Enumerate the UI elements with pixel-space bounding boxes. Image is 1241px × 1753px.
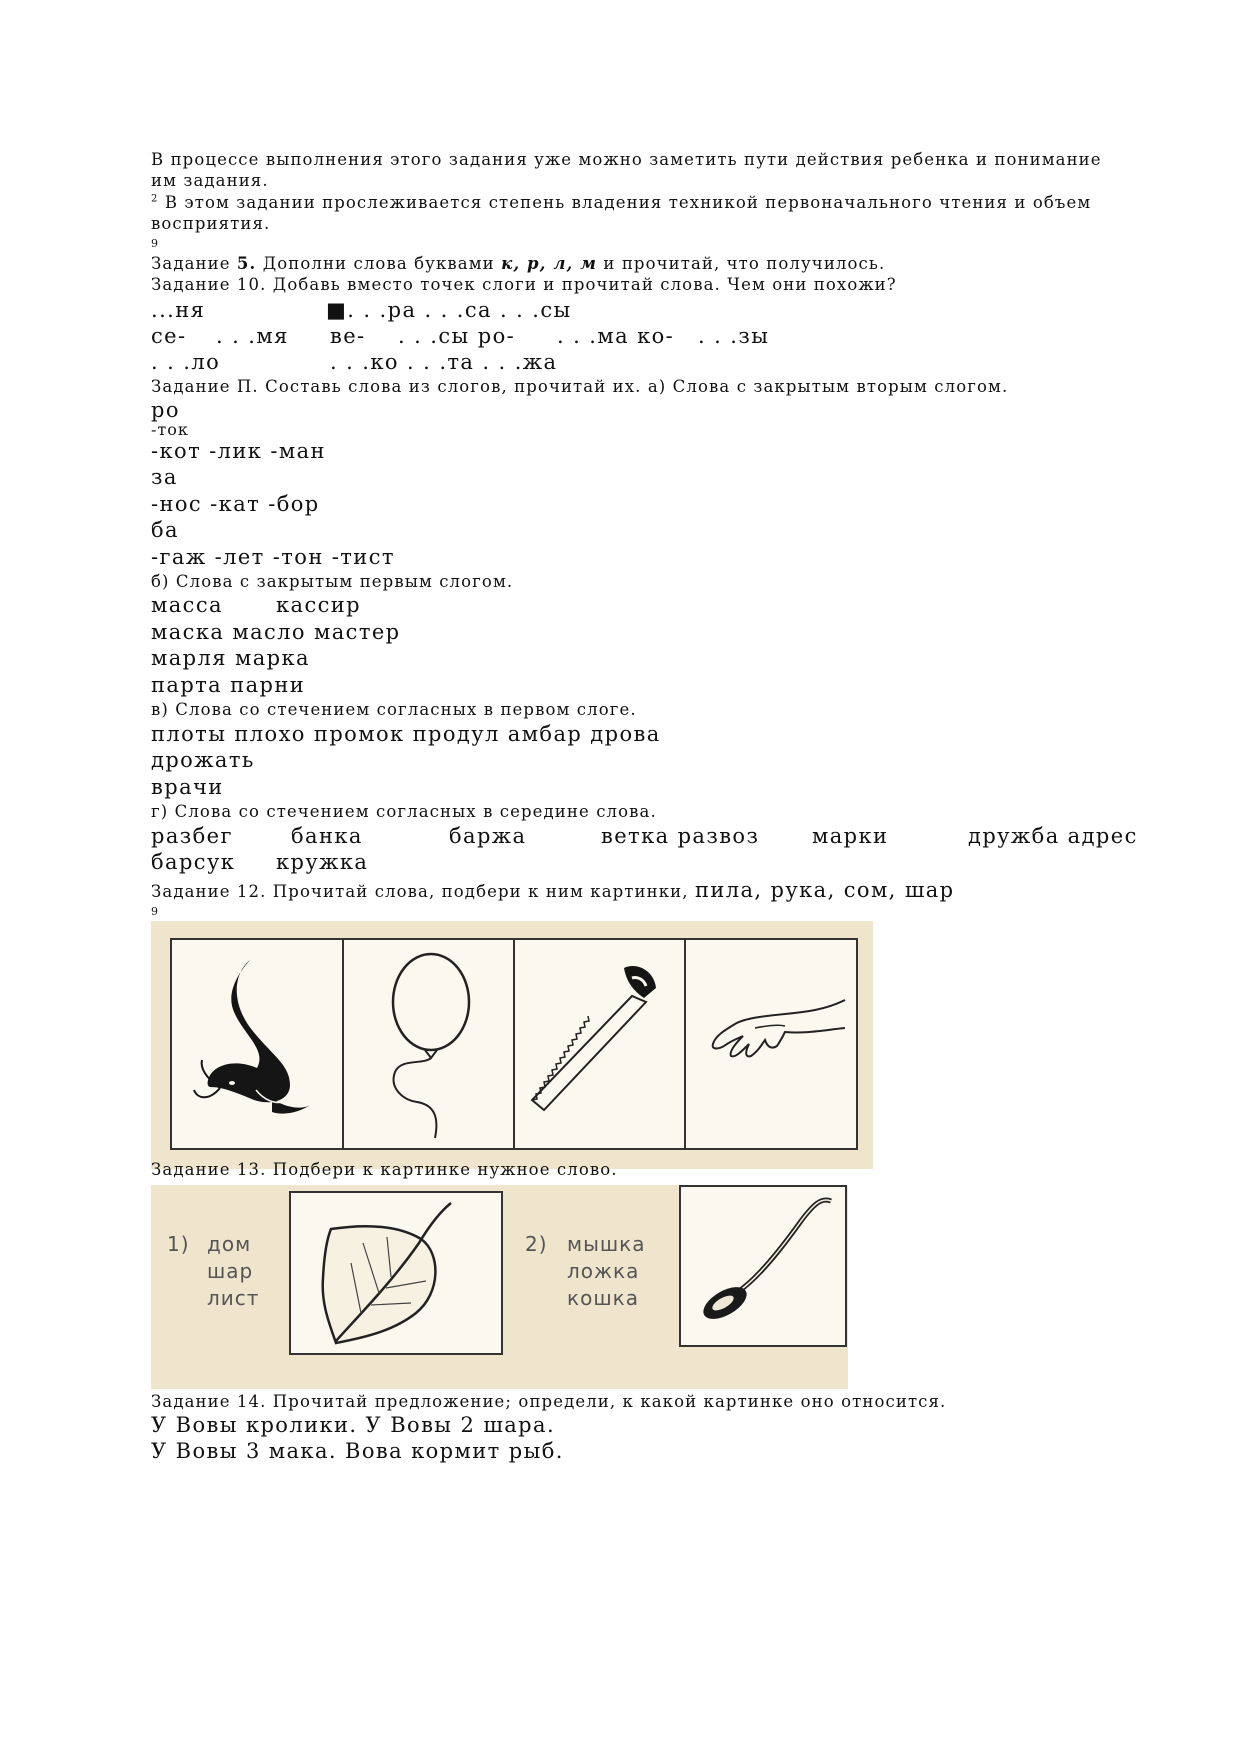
task11-line: ба bbox=[151, 518, 179, 542]
task12-page-number: 9 bbox=[151, 905, 158, 918]
task11-b-line: парта парни bbox=[151, 673, 306, 697]
task10-r2-e: . . .ма ко- bbox=[557, 324, 675, 348]
task10-r2-f: . . .зы bbox=[698, 324, 770, 348]
word-option-list-2 bbox=[567, 1231, 646, 1312]
task11-v-title: в) Слова со стечением согласных в первом слоге. bbox=[151, 700, 637, 719]
note-1: В процессе выполнения этого задания уже можно заметить пути действия ребенка и понимание bbox=[151, 150, 1102, 169]
task5-letters: к, р, л, м bbox=[501, 254, 598, 273]
task10-r2-b: . . .мя bbox=[216, 324, 289, 348]
task11-line: -гаж -лет -тон -тист bbox=[151, 545, 395, 569]
task12-picture-strip bbox=[151, 921, 873, 1169]
picture-cell bbox=[685, 940, 855, 1148]
task11-g-word: барсук bbox=[151, 850, 236, 874]
task11-g-word: баржа bbox=[449, 824, 527, 848]
spoon-icon bbox=[681, 1187, 845, 1345]
task11-v-line: плоты плохо промок продул амбар дрова bbox=[151, 722, 661, 746]
note-2-text: В этом задании прослеживается степень владения техникой первоначального чтения и объем bbox=[158, 193, 1092, 212]
task11-b-line: маска масло мастер bbox=[151, 620, 401, 644]
task11-line: -кот -лик -ман bbox=[151, 439, 326, 463]
task5-suffix: и прочитай, что получилось. bbox=[597, 254, 886, 273]
footnote-mark: 2 bbox=[151, 193, 159, 205]
task5-prefix: Задание bbox=[151, 254, 237, 273]
task11-g-word: разбег bbox=[151, 824, 233, 848]
task11-b-word: масса bbox=[151, 593, 223, 617]
picture-frame bbox=[289, 1191, 503, 1355]
group2-number: 2) bbox=[525, 1232, 548, 1256]
leaf-icon bbox=[291, 1193, 501, 1353]
word-option: шар bbox=[207, 1259, 254, 1283]
task11-v-line: дрожать bbox=[151, 748, 255, 772]
group1-number: 1) bbox=[167, 1232, 190, 1256]
word-option: мышка bbox=[567, 1232, 646, 1256]
task11-g-word: кружка bbox=[276, 850, 369, 874]
task14-sentence: У Вовы 3 мака. Вова кормит рыб. bbox=[151, 1439, 564, 1463]
saw-icon bbox=[514, 940, 684, 1148]
task5-text: Дополни слова буквами bbox=[256, 254, 502, 273]
task11-b-line: марля марка bbox=[151, 646, 310, 670]
picture-cell bbox=[172, 940, 344, 1148]
task10-r1-a: ...ня bbox=[151, 298, 206, 322]
page-number: 9 bbox=[151, 237, 158, 250]
task11-line: -нос -кат -бор bbox=[151, 492, 320, 516]
task12-heading bbox=[151, 878, 955, 902]
note-2 bbox=[151, 193, 1091, 212]
note-2-cont: восприятия. bbox=[151, 214, 271, 233]
task10-title: Задание 10. Добавь вместо точек слоги и прочитай слова. Чем они похожи? bbox=[151, 275, 897, 294]
task11-b-title: б) Слова с закрытым первым слогом. bbox=[151, 572, 514, 591]
task10-r2-a: се- bbox=[151, 324, 187, 348]
hand-icon bbox=[685, 940, 855, 1148]
task11-line: ро bbox=[151, 398, 180, 422]
word-option: ложка bbox=[567, 1259, 640, 1283]
note-1-cont: им задания. bbox=[151, 171, 269, 190]
task12-frame bbox=[170, 938, 858, 1150]
word-option: кошка bbox=[567, 1286, 639, 1310]
word-option-list-1 bbox=[207, 1231, 259, 1312]
task11-v-line: врачи bbox=[151, 775, 224, 799]
task5-heading bbox=[151, 254, 885, 273]
task10-r2-c: ве- bbox=[330, 324, 366, 348]
task11-line: -ток bbox=[151, 420, 189, 439]
task11-g-title: г) Слова со стечением согласных в середине слова. bbox=[151, 802, 657, 821]
picture-cell bbox=[514, 940, 686, 1148]
task14-title: Задание 14. Прочитай предложение; определи, к какой картинке оно относится. bbox=[151, 1392, 947, 1411]
task10-r3-a: . . .ло bbox=[151, 350, 221, 374]
task11-g-word: ветка развоз bbox=[601, 824, 760, 848]
task14-sentence: У Вовы кролики. У Вовы 2 шара. bbox=[151, 1413, 556, 1437]
picture-cell bbox=[343, 940, 515, 1148]
task10-r3-b: . . .ко . . .та . . .жа bbox=[330, 350, 558, 374]
task11-g-word: банка bbox=[291, 824, 363, 848]
balloon-icon bbox=[343, 940, 513, 1148]
task11-line: за bbox=[151, 465, 178, 489]
task11-b-word: кассир bbox=[276, 593, 362, 617]
task13-picture-strip bbox=[151, 1185, 848, 1389]
task13-title: Задание 13. Подбери к картинке нужное слово. bbox=[151, 1160, 618, 1179]
task11-g-word: дружба адрес bbox=[968, 824, 1138, 848]
task11-title: Задание П. Составь слова из слогов, прочитай их. а) Слова с закрытым вторым слогом. bbox=[151, 377, 1009, 396]
task10-r1-b: ■. . .ра . . .са . . .сы bbox=[326, 298, 572, 322]
word-option: дом bbox=[207, 1232, 252, 1256]
task12-prefix: Задание 12. Прочитай слова, подбери к ним картинки, bbox=[151, 882, 695, 901]
picture-frame bbox=[679, 1185, 847, 1347]
catfish-icon bbox=[172, 940, 342, 1148]
task5-num: 5. bbox=[236, 254, 257, 273]
task10-r2-d: . . .сы ро- bbox=[398, 324, 516, 348]
word-option: лист bbox=[207, 1286, 260, 1310]
task12-words: пила, рука, сом, шар bbox=[694, 878, 955, 902]
task11-g-word: марки bbox=[812, 824, 889, 848]
